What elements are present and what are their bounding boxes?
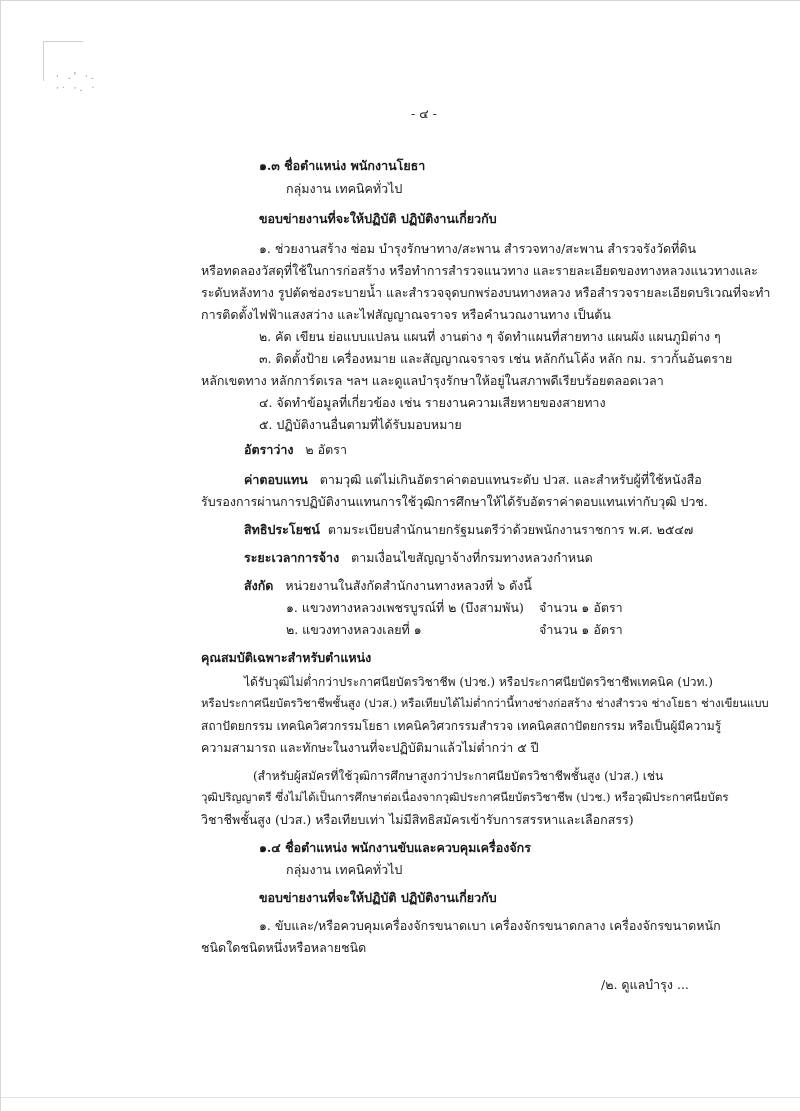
note-line: วิชาชีพชั้นสูง (ปวส.) หรือเทียบเท่า ไม่มีสิทธิสมัครเข้ารับการสรรหาและเลือกสรร): [201, 812, 634, 827]
section-14-group: กลุ่มงาน เทคนิคทั่วไป: [286, 862, 403, 877]
affiliation-row: [244, 578, 532, 595]
duty-line: ๑. ขับและ/หรือควบคุมเครื่องจักรขนาดเบา เครื่องจักรขนาดกลาง เครื่องจักรขนาดหนัก: [259, 918, 721, 933]
duty-line: ๔. จัดทำข้อมูลที่เกี่ยวข้อง เช่น รายงานความเสียหายของสายทาง: [259, 395, 606, 410]
duty-line: ชนิดใดชนิดหนึ่งหรือหลายชนิด: [201, 940, 367, 955]
duty-line: การติดตั้งไฟฟ้าแสงสว่าง และไฟสัญญาณจราจร หรือคำนวณงานทาง เป็นต้น: [201, 307, 611, 322]
pay-text-continued: รับรองการผ่านการปฏิบัติงานแทนการใช้วุฒิการศึกษาให้ได้รับอัตราค่าตอบแทนเท่ากับวุฒิ ปวช.: [201, 494, 708, 509]
duty-line: ๒. คัด เขียน ย่อแบบแปลน แผนที่ งานต่าง ๆ จัดทำแผนที่สายทาง แผนผัง แผนภูมิต่าง ๆ: [259, 329, 721, 344]
page-number: - ๔ -: [411, 106, 437, 121]
duty-line: หลักเขตทาง หลักการ์ดเรล ฯลฯ และดูแลบำรุงรักษาให้อยู่ในสภาพดีเรียบร้อยตลอดเวลา: [201, 373, 664, 388]
period-label: ระยะเวลาการจ้าง: [244, 550, 340, 565]
duty-line: ๕. ปฏิบัติงานอื่นตามที่ได้รับมอบหมาย: [259, 417, 462, 432]
pay-label: ค่าตอบแทน: [244, 472, 308, 487]
qualification-line: สถาปัตยกรรม เทคนิควิศวกรรมโยธา เทคนิควิศวกรรมสำรวจ เทคนิคสถาปัตยกรรม หรือเป็นผู้มีความรู้: [201, 719, 722, 733]
pay-text: ตามวุฒิ แต่ไม่เกินอัตราค่าตอบแทนระดับ ปวส. และสำหรับผู้ที่ใช้หนังสือ: [319, 472, 702, 487]
section-13-scope-heading: ขอบข่ายงานที่จะให้ปฏิบัติ ปฏิบัติงานเกี่ยวกับ: [259, 211, 497, 226]
vacancy-label: อัตราว่าง: [244, 442, 294, 457]
duty-line: ๓. ติดตั้งป้าย เครื่องหมาย และสัญญาณจราจร เช่น หลักกันโค้ง หลัก กม. ราวกั้นอันตราย: [259, 351, 733, 366]
duty-line: ๑. ช่วยงานสร้าง ซ่อม บำรุงรักษาทาง/สะพาน สำรวจทาง/สะพาน สำรวจรังวัดที่ดิน: [259, 241, 696, 256]
duty-line: หรือทดลองวัสดุที่ใช้ในการก่อสร้าง หรือทำการสำรวจแนวทาง และรายละเอียดของทางหลวงแนวทางและ: [201, 263, 758, 278]
vacancy-value: ๒ อัตรา: [305, 442, 347, 457]
scan-artifact: · .' ·. ·ˑ ·. ˑ: [56, 72, 98, 95]
benefit-label: สิทธิประโยชน์: [244, 522, 320, 537]
qualification-line: หรือประกาศนียบัตรวิชาชีพชั้นสูง (ปวส.) หรือเทียบได้ไม่ต่ำกว่านี้ทางช่างก่อสร้าง ช่างสำรวจ ช่างโยธา ช่างเขียนแบบ: [201, 696, 769, 710]
scan-bottom-edge: [1, 1097, 800, 1098]
affiliation-text: หน่วยงานในสังกัดสำนักงานทางหลวงที่ ๖ ดังนี้: [285, 578, 532, 593]
period-text: ตามเงื่อนไขสัญญาจ้างที่กรมทางหลวงกำหนด: [351, 550, 593, 565]
affiliation-label: สังกัด: [244, 578, 274, 593]
qualification-line: ได้รับวุฒิไม่ต่ำกว่าประกาศนียบัตรวิชาชีพ (ปวช.) หรือประกาศนียบัตรวิชาชีพเทคนิค (ปวท.): [244, 675, 713, 689]
duty-line: ระดับหลังทาง รูปตัดช่องระบายน้ำ และสำรวจจุดบกพร่องบนทางหลวง หรือสำรวจรายละเอียดบริเวณที่จะทำ: [201, 285, 771, 300]
qualification-heading: คุณสมบัติเฉพาะสำหรับตำแหน่ง: [201, 650, 372, 665]
scan-border: [43, 41, 83, 42]
unit-name: ๒. แขวงทางหลวงเลยที่ ๑: [286, 622, 422, 637]
unit-count: จำนวน ๑ อัตรา: [539, 600, 623, 615]
scan-border: [43, 41, 44, 81]
period-row: [244, 550, 593, 567]
unit-count: จำนวน ๑ อัตรา: [539, 622, 623, 637]
pay-row: [244, 472, 702, 489]
continuation-note: /๒. ดูแลบำรุง ...: [601, 977, 689, 992]
section-13-title: ๑.๓ ชื่อตำแหน่ง พนักงานโยธา: [259, 158, 426, 173]
note-line: (สำหรับผู้สมัครที่ใช้วุฒิการศึกษาสูงกว่าประกาศนียบัตรวิชาชีพชั้นสูง (ปวส.) เช่น: [253, 769, 664, 783]
vacancy-row: [244, 442, 347, 459]
benefit-row: [244, 522, 693, 539]
unit-name: ๑. แขวงทางหลวงเพชรบูรณ์ที่ ๒ (บึงสามพัน): [286, 600, 524, 615]
note-line: วุฒิปริญญาตรี ซึ่งไม่ได้เป็นการศึกษาต่อเนื่องจากวุฒิประกาศนียบัตรวิชาชีพ (ปวช.) หรือวุฒิประกาศนียบัตร: [201, 790, 729, 804]
section-14-title: ๑.๔ ชื่อตำแหน่ง พนักงานขับและควบคุมเครื่องจักร: [259, 840, 531, 855]
section-13-group: กลุ่มงาน เทคนิคทั่วไป: [286, 181, 403, 196]
qualification-line: ความสามารถ และทักษะในงานที่จะปฏิบัติมาแล้วไม่ต่ำกว่า ๕ ปี: [201, 740, 539, 755]
benefit-text: ตามระเบียบสำนักนายกรัฐมนตรีว่าด้วยพนักงานราชการ พ.ศ. ๒๕๔๗: [327, 522, 694, 537]
section-14-scope-heading: ขอบข่ายงานที่จะให้ปฏิบัติ ปฏิบัติงานเกี่ยวกับ: [259, 890, 497, 905]
